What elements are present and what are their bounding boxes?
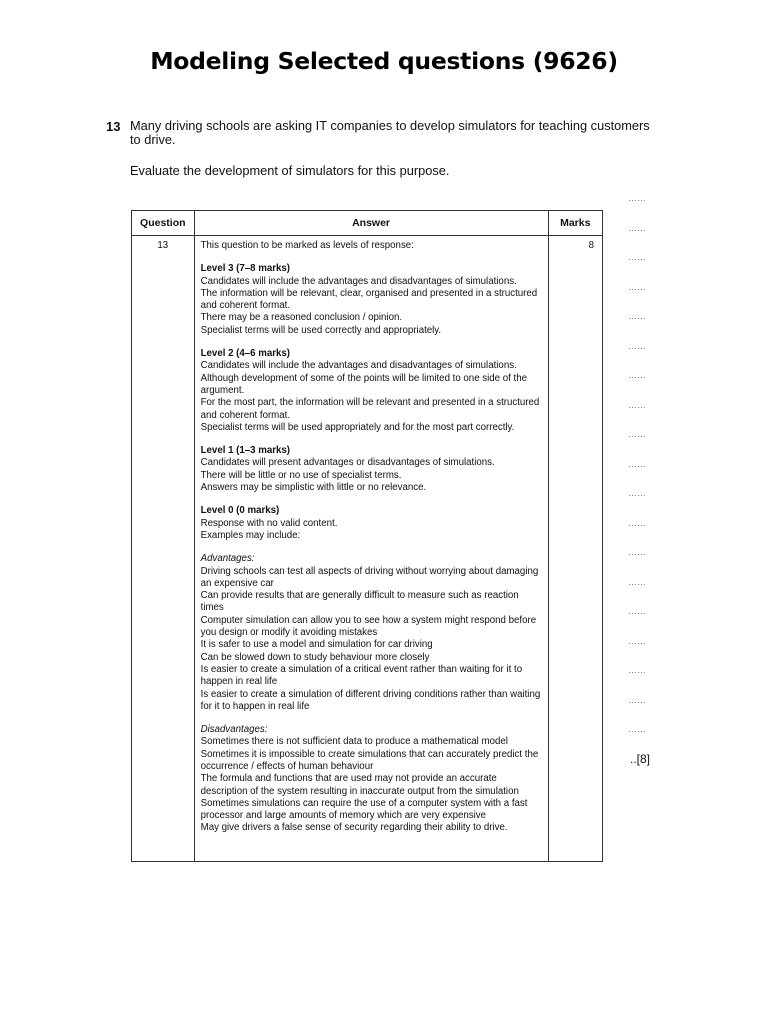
answer-line: …… — [628, 694, 646, 705]
disadvantage-item: Sometimes it is impossible to create simulations that can accurately predict the occurrence / effects of human behaviour — [200, 748, 539, 772]
level-block — [201, 445, 544, 494]
answer-line: …… — [628, 252, 646, 262]
level-descriptor: For the most part, the information will be relevant and presented in a structured and coherent format. — [200, 397, 540, 421]
advantage-item: Can provide results that are generally difficult to measure such as reaction times — [200, 590, 519, 614]
answer-line: …… — [628, 311, 646, 321]
advantage-item: Computer simulation can allow you to see how a system might respond before you design or modify it avoiding mistakes — [200, 614, 537, 639]
question-instruction: Evaluate the development of simulators for this purpose. — [130, 163, 450, 178]
header-marks: Marks — [548, 211, 602, 236]
mark-scheme-table — [131, 210, 603, 862]
disadvantage-item: The formula and functions that are used may not provide an accurate description of the system resulting in inaccurate output from the simulation — [200, 773, 519, 797]
level-descriptor: Specialist terms will be used correctly and appropriately. — [200, 324, 442, 336]
disadvantage-item: Sometimes there is not sufficient data to produce a mathematical model — [200, 736, 508, 748]
answer-line: …… — [628, 429, 646, 439]
answer-line: …… — [628, 399, 646, 410]
answer-line: …… — [628, 665, 646, 675]
answer-line: …… — [628, 458, 646, 469]
answer-line: …… — [628, 340, 646, 351]
level-descriptor: Answers may be simplistic with little or no relevance. — [200, 482, 427, 494]
answer-line: …… — [628, 370, 646, 380]
answer-line: …… — [628, 517, 646, 528]
advantages-block — [201, 553, 544, 713]
levels-list — [201, 263, 544, 530]
page-title: Modeling Selected questions (9626) — [150, 47, 618, 75]
level-descriptor: There may be a reasoned conclusion / opinion. — [200, 312, 403, 324]
level-descriptor: Although development of some of the points will be limited to one side of the argument. — [200, 372, 527, 396]
total-marks: ..[8] — [630, 752, 651, 766]
answer-line: …… — [628, 635, 646, 646]
advantage-item: Is easier to create a simulation of a critical event rather than waiting for it to happen in real life — [200, 663, 523, 688]
question-number: 13 — [106, 119, 121, 134]
row-answer — [194, 236, 548, 862]
table-header-row — [132, 211, 603, 236]
level-descriptor: Candidates will include the advantages and disadvantages of simulations. — [200, 275, 517, 287]
level-heading: Level 2 (4–6 marks) — [200, 348, 291, 360]
answer-line: …… — [628, 222, 646, 233]
level-descriptor: Specialist terms will be used appropriately and for the most part correctly. — [200, 421, 515, 433]
disadvantages-block — [201, 724, 544, 835]
level-descriptor: Candidates will include the advantages and disadvantages of simulations. — [200, 360, 517, 372]
disadvantages-heading: Disadvantages: — [200, 724, 268, 736]
level-block — [201, 505, 544, 530]
answer-line: …… — [628, 547, 646, 557]
table-row — [132, 236, 603, 862]
question-text: Many driving schools are asking IT companies to develop simulators for teaching customers to drive. — [130, 118, 650, 147]
row-question-number: 13 — [132, 236, 195, 862]
disadvantage-item: May give drivers a false sense of security regarding their ability to drive. — [200, 822, 508, 834]
advantage-item: Driving schools can test all aspects of driving without worrying about damaging an expensive car — [200, 565, 539, 589]
disadvantage-item: Sometimes simulations can require the use of a computer system with a fast processor and large amounts of memory which are very expensive — [200, 797, 528, 822]
level-descriptor: There will be little or no use of specialist terms. — [200, 469, 402, 481]
advantage-item: It is safer to use a model and simulation for car driving — [200, 639, 433, 651]
answer-line: …… — [628, 606, 646, 616]
advantage-item: Is easier to create a simulation of different driving conditions rather than waiting for it to happen in real life — [200, 688, 541, 712]
answer-line: …… — [628, 193, 646, 203]
header-answer: Answer — [194, 211, 548, 236]
level-descriptor: Response with no valid content. — [200, 517, 338, 529]
level-descriptor: Candidates will present advantages or disadvantages of simulations. — [200, 457, 495, 469]
disadvantages-list — [201, 736, 544, 834]
header-question: Question — [132, 211, 195, 236]
examples-intro: Examples may include: — [200, 529, 301, 541]
marking-intro: This question to be marked as levels of response: — [200, 240, 414, 251]
advantage-item: Can be slowed down to study behaviour more closely — [200, 651, 430, 663]
answer-line: …… — [628, 281, 646, 292]
advantages-list — [201, 566, 544, 714]
level-heading: Level 0 (0 marks) — [200, 505, 280, 517]
answer-line: …… — [628, 488, 646, 498]
level-heading: Level 3 (7–8 marks) — [200, 263, 291, 275]
level-heading: Level 1 (1–3 marks) — [200, 445, 291, 457]
level-block — [201, 348, 544, 434]
advantages-heading: Advantages: — [200, 553, 255, 565]
row-marks: 8 — [548, 236, 602, 862]
level-block — [201, 263, 544, 337]
level-descriptor: The information will be relevant, clear, organised and presented in a structured and coherent format. — [200, 287, 538, 312]
answer-line: …… — [628, 576, 646, 587]
answer-line: …… — [628, 724, 646, 734]
